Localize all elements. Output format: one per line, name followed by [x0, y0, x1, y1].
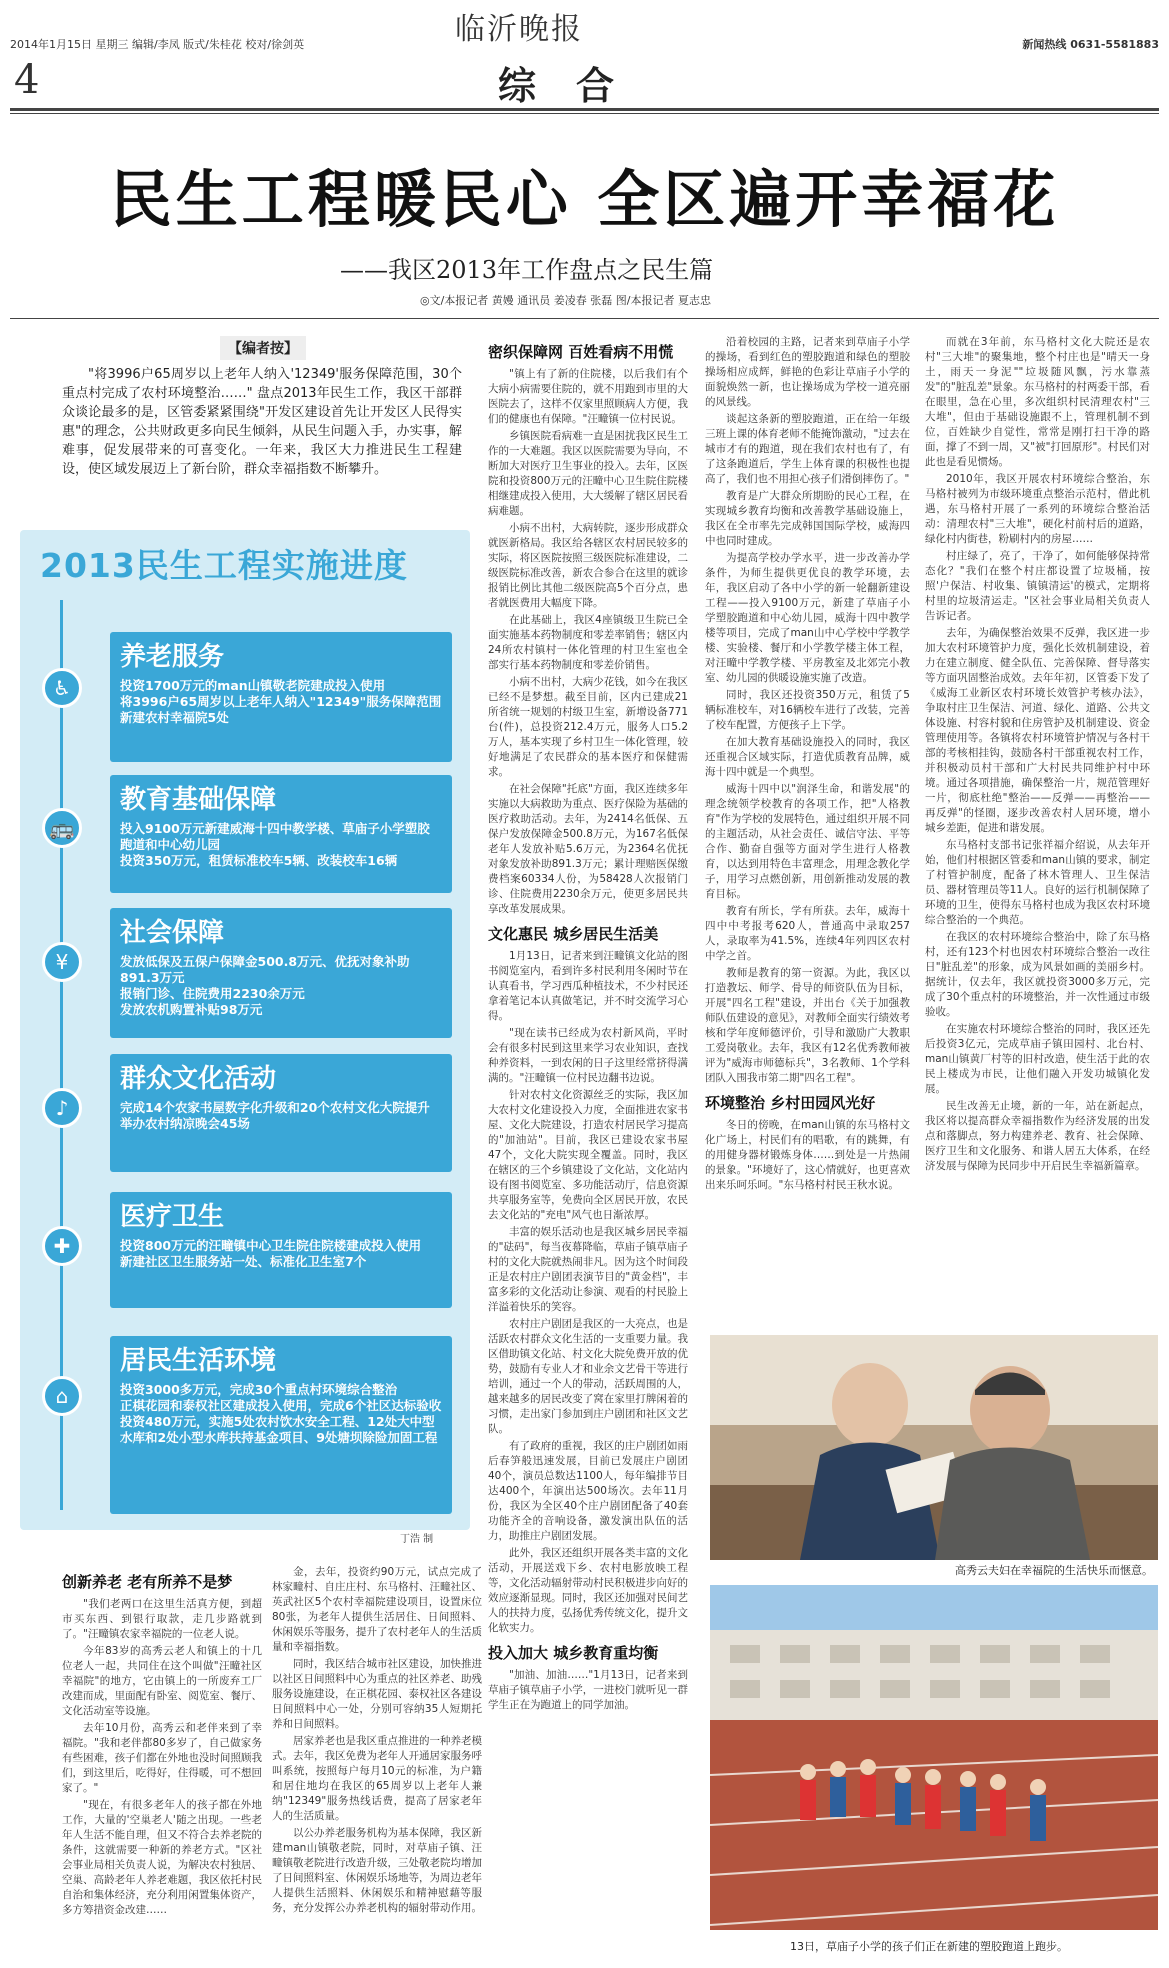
page-number: 4 — [14, 57, 40, 103]
paragraph: 而就在3年前，东马格村文化大院还是农村"三大堆"的聚集地，整个村庄也是"晴天一身土，雨天一身泥""垃圾随风飘，污水靠蒸发"的"脏乱差"景象。东马格村的村两委干部，看在眼里，急在心里，多次组织村民清理农村"三大堆"，但由于基础设施跟不上，管理机制不到位，百姓缺少自觉性，常常是刚打扫干净的路面，撑了不到一周，又"被"打回原形"。村民们对此也是看见惯炀。 — [925, 336, 1150, 468]
column-education — [705, 335, 910, 1335]
elderly-couple-image — [710, 1335, 1158, 1560]
newspaper-masthead: 临沂晚报 — [455, 12, 583, 47]
header-rule-thin — [10, 113, 1159, 114]
paragraph: "现在，有很多老年人的孩子都在外地工作，大量的'空巢老人'随之出现。一些老年人生活不能自理，但又不符合去养老院的条件，这就需要一种新的养老方式。"区社会事业局相关负责人说，为解决农村独居、空巢、高龄老年人养老难题，我区依托村民自治和集体经济，充分利用闲置集体资产，多方筹措资金改建…… — [62, 1799, 262, 1916]
editor-note-tag: 【编者按】 — [220, 336, 306, 360]
paragraph: 在加大教育基础设施投入的同时，我区还重视合区域实际，打造优质教育品牌，威海十四中就是一个典型。 — [705, 736, 910, 778]
wheelchair-icon: ♿ — [42, 668, 82, 708]
paragraph: "现在读书已经成为农村新风尚，平时会有很多村民到这里来学习农业知识，查找种养资料，一到农闲的日子这里经常挤得满满的。"汪疃镇一位村民边翻书边说。 — [488, 1027, 688, 1084]
paragraph: 在此基础上，我区4座镇级卫生院已全面实施基本药物制度和零差率销售；辖区内24所农村镇村一体化管理的村卫生室也全部实行基本药物制度和零差价销售。 — [488, 614, 688, 671]
paragraph: 冬日的傍晚，在man山镇的东马格村文化广场上，村民们有的唱歌，有的跳舞，有的用健身器材锻炼身体……到处是一片热闹的景象。"环境好了，这心情就好，也更喜欢出来乐呵乐呵。"东马格村村民王秋水说。 — [705, 1119, 910, 1191]
paragraph: 在我区的农村环境综合整治中，除了东马格村，还有123个村也因农村环境综合整治一改往日"脏乱差"的形象，成为风景如画的美丽乡村。据统计，仅去年，我区就投资3000多万元，完成了30个重点村的环境整治，并一次性通过市级验收。 — [925, 931, 1150, 1018]
column-elderly-2 — [272, 1565, 482, 1960]
paragraph: 威海十四中以"润泽生命，和谐发展"的理念统领学校教育的各项工作，把"人格教育"作为学校的发展特色，通过组织开展不同的主题活动，从社会责任、诚信守法、平等合作、勤奋自强等方面对学生进行人格教育，以达到用特色丰富理念，用理念教化学子，用学习点燃创新，用创新推动发展的教育目标。 — [705, 783, 910, 900]
bus-icon: 🚌 — [42, 808, 82, 848]
headline: 民生工程暖民心 全区遍开幸福花 — [109, 163, 1060, 236]
paragraph: 1月13日，记者来到汪疃镇文化站的图书阅览室内，看到许多村民利用冬闲时节在认真看书，学习西瓜种植技术，不少村民还拿着笔记本认真做笔记，并不时交流学习心得。 — [488, 950, 688, 1022]
byline: ◎文/本报记者 黄嫚 通讯员 姜凌春 张磊 图/本报记者 夏志忠 — [420, 294, 711, 307]
category-title: 养老服务 — [120, 642, 225, 672]
paragraph: 村庄绿了，亮了，干净了，如何能够保持常态化？"我们在整个村庄都设置了垃圾桶，按照'户保洁、村收集、镇镇清运'的模式，定期将村里的垃圾清运走。"区社会事业局相关负责人告诉记者。 — [925, 550, 1150, 622]
paragraph: 丰富的娱乐活动也是我区城乡居民幸福的"砝码"，每当夜幕降临，草庙子镇草庙子村的文化大院就热闹非凡。因为这个时间段正是农村庄户剧团表演节目的"黄金档"，丰富多彩的文化活动让参演、观看的村民脸上洋溢着快乐的笑容。 — [488, 1226, 688, 1313]
progress-timeline — [60, 600, 63, 1510]
paragraph: 农村庄户剧团是我区的一大亮点，也是活跃农村群众文化生活的一支重要力量。我区借助镇文化站、村文化大院免费开放的优势，鼓励有专业人才和业余文艺骨干等进行培训，通过一个人的带动，活跃周围的人，越来越多的居民改变了窝在家里打牌闲着的习惯，走出家门参加到庄户剧团和社区文艺队。 — [488, 1318, 688, 1435]
column-medical-culture — [488, 335, 688, 1960]
category-item: 新建农村幸福院5处 — [120, 710, 229, 725]
paragraph: 以公办养老服务机构为基本保障，我区新建man山镇敬老院，同时，对草庙子镇、汪疃镇敬老院进行改造升级，三处敬老院均增加了日间照料室、休闲娱乐场地等，为周边老年人提供生活照料、休闲娱乐和精神慰藉等服务，充分发挥公办养老机构的辐射带动作用。 — [272, 1827, 482, 1914]
paragraph: 同时，我区结合城市社区建设，加快推进以社区日间照料中心为重点的社区养老、助残服务设施建设，在正棋花园、泰权社区各建设日间照料中心一处，分别可容纳35人短期托养和日间照料。 — [272, 1658, 482, 1730]
headline-rule — [10, 318, 1159, 319]
category-item: 举办农村纳凉晚会45场 — [120, 1116, 250, 1131]
paragraph: 东马格村支部书记张祥福介绍说，从去年开始，他们村根据区管委和man山镇的要求，制定了村管护制度，配备了林木管理人、卫生保洁员、器材管理员等11人。良好的运行机制保障了环境的卫生，使得东马格村也成为我区农村环境综合整治的一个典范。 — [925, 839, 1150, 926]
section-heading: 投入加大 城乡教育重均衡 — [488, 1644, 659, 1662]
category-item: 投资800万元的汪疃镇中心卫生院住院楼建成投入使用 — [120, 1238, 422, 1253]
paragraph: "我们老两口在这里生活真方便，到超市买东西、到银行取款，走几步路就到了。"汪疃镇农家幸福院的一位老人说。 — [62, 1598, 262, 1640]
paragraph: 谈起这条新的塑胶跑道，正在给一年级三班上课的体育老师不能掩饰激动，"过去在城市才有的跑道，现在我们农村也有了，有了这条跑道后，学生上体育课的积极性也提高了，我们也不用担心孩子们滑倒摔伤了。" — [705, 413, 910, 485]
category-item: 发放低保及五保户保障金500.8万元、优抚对象补助891.3万元 — [120, 954, 410, 985]
section-heading: 密织保障网 百姓看病不用慌 — [488, 343, 674, 361]
money-bag-icon: ¥ — [42, 942, 82, 982]
category-title: 医疗卫生 — [120, 1202, 225, 1232]
paragraph: 教育有所长，学有所获。去年，威海十四中中考报考620人，普通高中录取257人，录取率为41.5%，连续4年列四区农村中学之首。 — [705, 905, 910, 962]
paragraph: 此外，我区还组织开展各类丰富的文化活动，开展送戏下乡、农村电影放映工程等，文化活动辐射带动村民积极进步向好的效应逐渐显现。同时，我区还加强对民间艺人的扶持力度，弘扬优秀传统文化，提升文化软实力。 — [488, 1547, 688, 1634]
paragraph: 小病不出村，大病少花钱，如今在我区已经不是梦想。截至目前，区内已建成21所省统一规划的村级卫生室，新增设备771台(件)，总投资212.4万元，服务人口5.2万人，基本实现了乡村卫生一体化管理，较好地满足了农民群众的基本医疗和保健需求。 — [488, 676, 688, 778]
progress-title: 2013民生工程实施进度 — [40, 546, 408, 585]
category-living-environment — [110, 1336, 452, 1514]
subheadline: ——我区2013年工作盘点之民生篇 — [340, 256, 714, 284]
category-item: 发放农机购置补贴98万元 — [120, 1002, 263, 1017]
medical-icon: ✚ — [42, 1226, 82, 1266]
paragraph: 在社会保障"托底"方面，我区连续多年实施以大病救助为重点、医疗保险为基础的医疗救助活动。去年，为2414名低保、五保户发放保障金500.8万元，为167名低保老年人发放补贴5.6万元，为2364名优抚对象发放补助891.3万元；累计理赔医保缴费档案60334人份，为58428人次报销门诊、住院费用2230余万元，使更多居民共享改革发展成果。 — [488, 783, 688, 915]
category-item: 正棋花园和泰权社区建成投入使用，完成6个社区达标验收 — [120, 1398, 442, 1413]
category-title: 教育基础保障 — [120, 785, 277, 815]
paragraph: 金，去年，投资约90万元，试点完成了林家疃村、自庄庄村、东马格村、汪疃社区、英武社区5个农村幸福院建设项目，设置床位80张，为老年人提供生活居住、日间照料、休闲娱乐等服务，提升了农村老年人的生活质量和幸福指数。 — [272, 1566, 482, 1653]
section-heading: 文化惠民 城乡居民生活美 — [488, 925, 659, 943]
paragraph: 沿着校园的主路，记者来到草庙子小学的操场，看到红色的塑胶跑道和绿色的塑胶操场相应成辉，鲜艳的色彩让草庙子小学的面貌焕然一新，也让操场成为学校一道亮丽的风景线。 — [705, 336, 910, 408]
category-title: 居民生活环境 — [120, 1346, 277, 1376]
top-bar — [10, 30, 1159, 52]
column-environment — [925, 335, 1150, 1335]
paragraph: 有了政府的重视，我区的庄户剧团如雨后春笋般迅速发展，目前已发展庄户剧团40个，演员总数达1100人，每年编排节目达400个，年演出达500场次。去年11月份，我区为全区40个庄户剧团配备了40套功能齐全的音响设备，激发演出队伍的活力，助推庄户剧团发展。 — [488, 1440, 688, 1542]
header-rule — [10, 108, 1159, 111]
paragraph: 同时，我区还投资350万元，租赁了5辆标准校车，对16辆校车进行了改装，完善了校车配置，方便孩子上下学。 — [705, 689, 910, 731]
category-social-security — [110, 908, 452, 1038]
category-item: 将3996户65周岁以上老年人纳入"12349"服务保障范围 — [120, 694, 442, 709]
paragraph: 民生改善无止境，新的一年，站在新起点，我区将以提高群众幸福指数作为经济发展的出发点和落脚点，努力构建养老、教育、社会保障、医疗卫生和文化服务、和谐人居五大体系，在经济发展与保障为民同步中开启民生幸福新篇章。 — [925, 1100, 1150, 1172]
house-icon: ⌂ — [42, 1376, 82, 1416]
photo-school-track — [710, 1585, 1158, 1930]
category-culture — [110, 1054, 452, 1172]
editor-note-text: "将3996户65周岁以上老年人纳入'12349'服务保障范围，30个重点村完成了农村环境整治……" 盘点2013年民生工作，我区干部群众谈论最多的是，区管委紧紧围绕"开发区建设首先让开发区人民得实惠"的理念，公共财政更多向民生倾斜，从民生问题入手，办实事，解难事，促发展带来的可喜变化。一年来，我区大力推进民生工程建设，使区域发展迈上了新台阶，群众幸福指数不断攀升。 — [62, 367, 462, 477]
paragraph: 在实施农村环境综合整治的同时，我区还先后投资3亿元，完成草庙子镇田园村、北台村、man山镇黄厂村等的旧村改造，使生活于此的农民上楼成为市民，让他们融入开发功城镇化发展。 — [925, 1023, 1150, 1095]
photo-caption: 13日，草庙子小学的孩子们正在新建的塑胶跑道上跑步。 — [790, 1940, 1068, 1953]
paragraph: 居家养老也是我区重点推进的一种养老模式。去年，我区免费为老年人开通居家服务呼叫系统，按照每户每月10元的标准，为户籍和居住地均在我区的65周岁以上老年人兼纳"12349"服务热线话费，提高了居家老年人的生活质量。 — [272, 1735, 482, 1822]
paragraph: 去年，为确保整治效果不反弹，我区进一步加大农村环境管护力度，强化长效机制建设，着力在建立制度、健全队伍、完善保障、督导落实等方面巩固整治成效。去年年初，区管委下发了《威海工业新区农村环境长效管护考核办法》，争取村庄卫生保洁、河道、绿化、道路、公共文体设施、村容村貌和住房管护及机制建设、资金管理使用等。各镇将农村环境管护情况与各村干部的考核相挂钩，鼓励各村干部重视农村工作，并积极动员村干部和广大村民共同维护村中环境。通过各项措施，确保整治一片，规范管理好一片，彻底杜绝"整治——反弹——再整治——再反弹"的怪圈，逐步改善农村人居环境，增小城乡差距，促进和谐发展。 — [925, 627, 1150, 834]
category-item: 投资480万元，实施5处农村饮水安全工程、12处大中型水库和2处小型水库扶持基金项目、9处塘坝除险加固工程 — [120, 1414, 438, 1445]
category-title: 社会保障 — [120, 918, 225, 948]
category-item: 新建社区卫生服务站一处、标准化卫生室7个 — [120, 1254, 367, 1269]
category-education — [110, 775, 452, 893]
paragraph: 2010年，我区开展农村环境综合整治，东马格村被列为市级环境重点整治示范村，借此机遇，东马格村开展了一系列的环境综合整治活动：清理农村"三大堆"，硬化村前村后的道路，绿化村内街巷，粉刷村内的房屋…… — [925, 473, 1150, 545]
editor-note — [62, 365, 462, 479]
paragraph: 小病不出村，大病转院，逐步形成群众就医新格局。我区给各辖区农村居民较多的实际，将区医院按照三级医院标准建设，二级医院标准改善，新农合参合在这里的就诊报销比例比其他二级医院高5个百分点，患者就医费用大幅度下降。 — [488, 522, 688, 609]
photo-elderly-couple — [710, 1335, 1158, 1560]
paragraph: "镇上有了新的住院楼，以后我们有个大病小病需要住院的，就不用跑到市里的大医院去了，这样不仅家里照顾病人方便，我们的健康也有保障。"汪疃镇一位村民说。 — [488, 368, 688, 425]
paragraph: 为提高学校办学水平，进一步改善办学条件，为师生提供更优良的教学环境，去年，我区启动了各中小学的新一轮翻新建设工程——投入9100万元，新建了草庙子小学塑胶跑道和中心幼儿园，威海十四中教学楼等项目，完成了man山中心学校中学教学楼、实验楼、餐厅和小学教学楼主体工程，对汪疃中学教学楼、平房教室及北郊完小教室、幼儿园的供暖设施实施了改造。 — [705, 552, 910, 684]
paragraph: 针对农村文化资源丝乏的实际，我区加大农村文化建设投入力度，全面推进农家书屋、文化大院建设，打造农村居民学习提高的"加油站"。目前，我区已建设农家书屋47个，文化大院实现全覆盖。同时，我区在辖区的三个乡镇建设了文化站，文化站内设有图书阅览室、多功能活动厅，信息资源共享服务室等，免费向全区居民开放，农民去文化站的"充电"风气也日渐浓厚。 — [488, 1089, 688, 1221]
category-item: 完成14个农家书屋数字化升级和20个农村文化大院提升 — [120, 1100, 430, 1115]
category-item: 投入9100万元新建威海十四中教学楼、草庙子小学塑胶跑道和中心幼儿园 — [120, 821, 430, 852]
category-item: 投资350万元，租赁标准校车5辆、改装校车16辆 — [120, 853, 398, 868]
school-track-image — [710, 1585, 1158, 1930]
paragraph: "加油、加油……"1月13日，记者来到草庙子镇草庙子小学，一进校门就听见一群学生正在为跑道上的同学加油。 — [488, 1669, 688, 1711]
category-title: 群众文化活动 — [120, 1064, 277, 1094]
paragraph: 乡镇医院看病难一直是困扰我区民生工作的一大难题。我区以医院需要为导向，不断加大对医疗卫生事业的投入。去年，区医院和投资800万元的汪疃中心卫生院住院楼相继建成投入使用，大大缓解了辖区居民看病难题。 — [488, 430, 688, 517]
section-heading: 创新养老 老有所养不是梦 — [62, 1573, 233, 1591]
news-hotline: 新闻热线 0631-5581883 — [1022, 38, 1159, 51]
paragraph: 今年83岁的高秀云老人和镇上的十几位老人一起，共同住在这个叫做"汪疃社区幸福院"的地方，它由镇上的一所废弃工厂改建而成，里面配有卧室、阅览室、餐厅、文化活动室等设施。 — [62, 1645, 262, 1717]
category-medical — [110, 1192, 452, 1308]
category-item: 投资3000多万元，完成30个重点村环境综合整治 — [120, 1382, 398, 1397]
photo-caption: 高秀云夫妇在幸福院的生活快乐而惬意。 — [955, 1564, 1153, 1577]
section-heading: 环境整治 乡村田园风光好 — [705, 1094, 876, 1112]
category-elderly-care — [110, 632, 452, 762]
paragraph: 去年10月份，高秀云和老伴来到了幸福院。"我和老伴都80多岁了，自己做家务有些困难，孩子们都在外地也没时间照顾我们，到这里后，吃得好，住得暖，可不想回家了。" — [62, 1722, 262, 1794]
infographic-credit: 丁浩 制 — [400, 1534, 434, 1545]
column-elderly-1 — [62, 1565, 262, 1960]
paragraph: 教育是广大群众所期盼的民心工程，在实现城乡教育均衡和改善教学基础设施上，我区在全市率先完成韩国国际学校，威海四中也同时建成。 — [705, 490, 910, 547]
section-title: 综合 — [498, 64, 655, 108]
saxophone-icon: ♪ — [42, 1088, 82, 1128]
category-item: 投资1700万元的man山镇敬老院建成投入使用 — [120, 678, 386, 693]
category-item: 报销门诊、住院费用2230余万元 — [120, 986, 305, 1001]
paragraph: 教师是教育的第一资源。为此，我区以打造教坛、师学、骨导的师资队伍为目标，开展"四名工程"建设，并出台《关于加强教师队伍建设的意见》，对教师全面实行绩效考核和学年度师德评价，引导和激励广大教职工爱岗敬业。去年，我区有12名优秀教师被评为"威海市师德标兵"，3名教师、1个学科团队入围我市第二期"四名工程"。 — [705, 967, 910, 1084]
issue-meta: 2014年1月15日 星期三 编辑/李凤 版式/朱桂花 校对/徐剑英 — [10, 38, 305, 51]
